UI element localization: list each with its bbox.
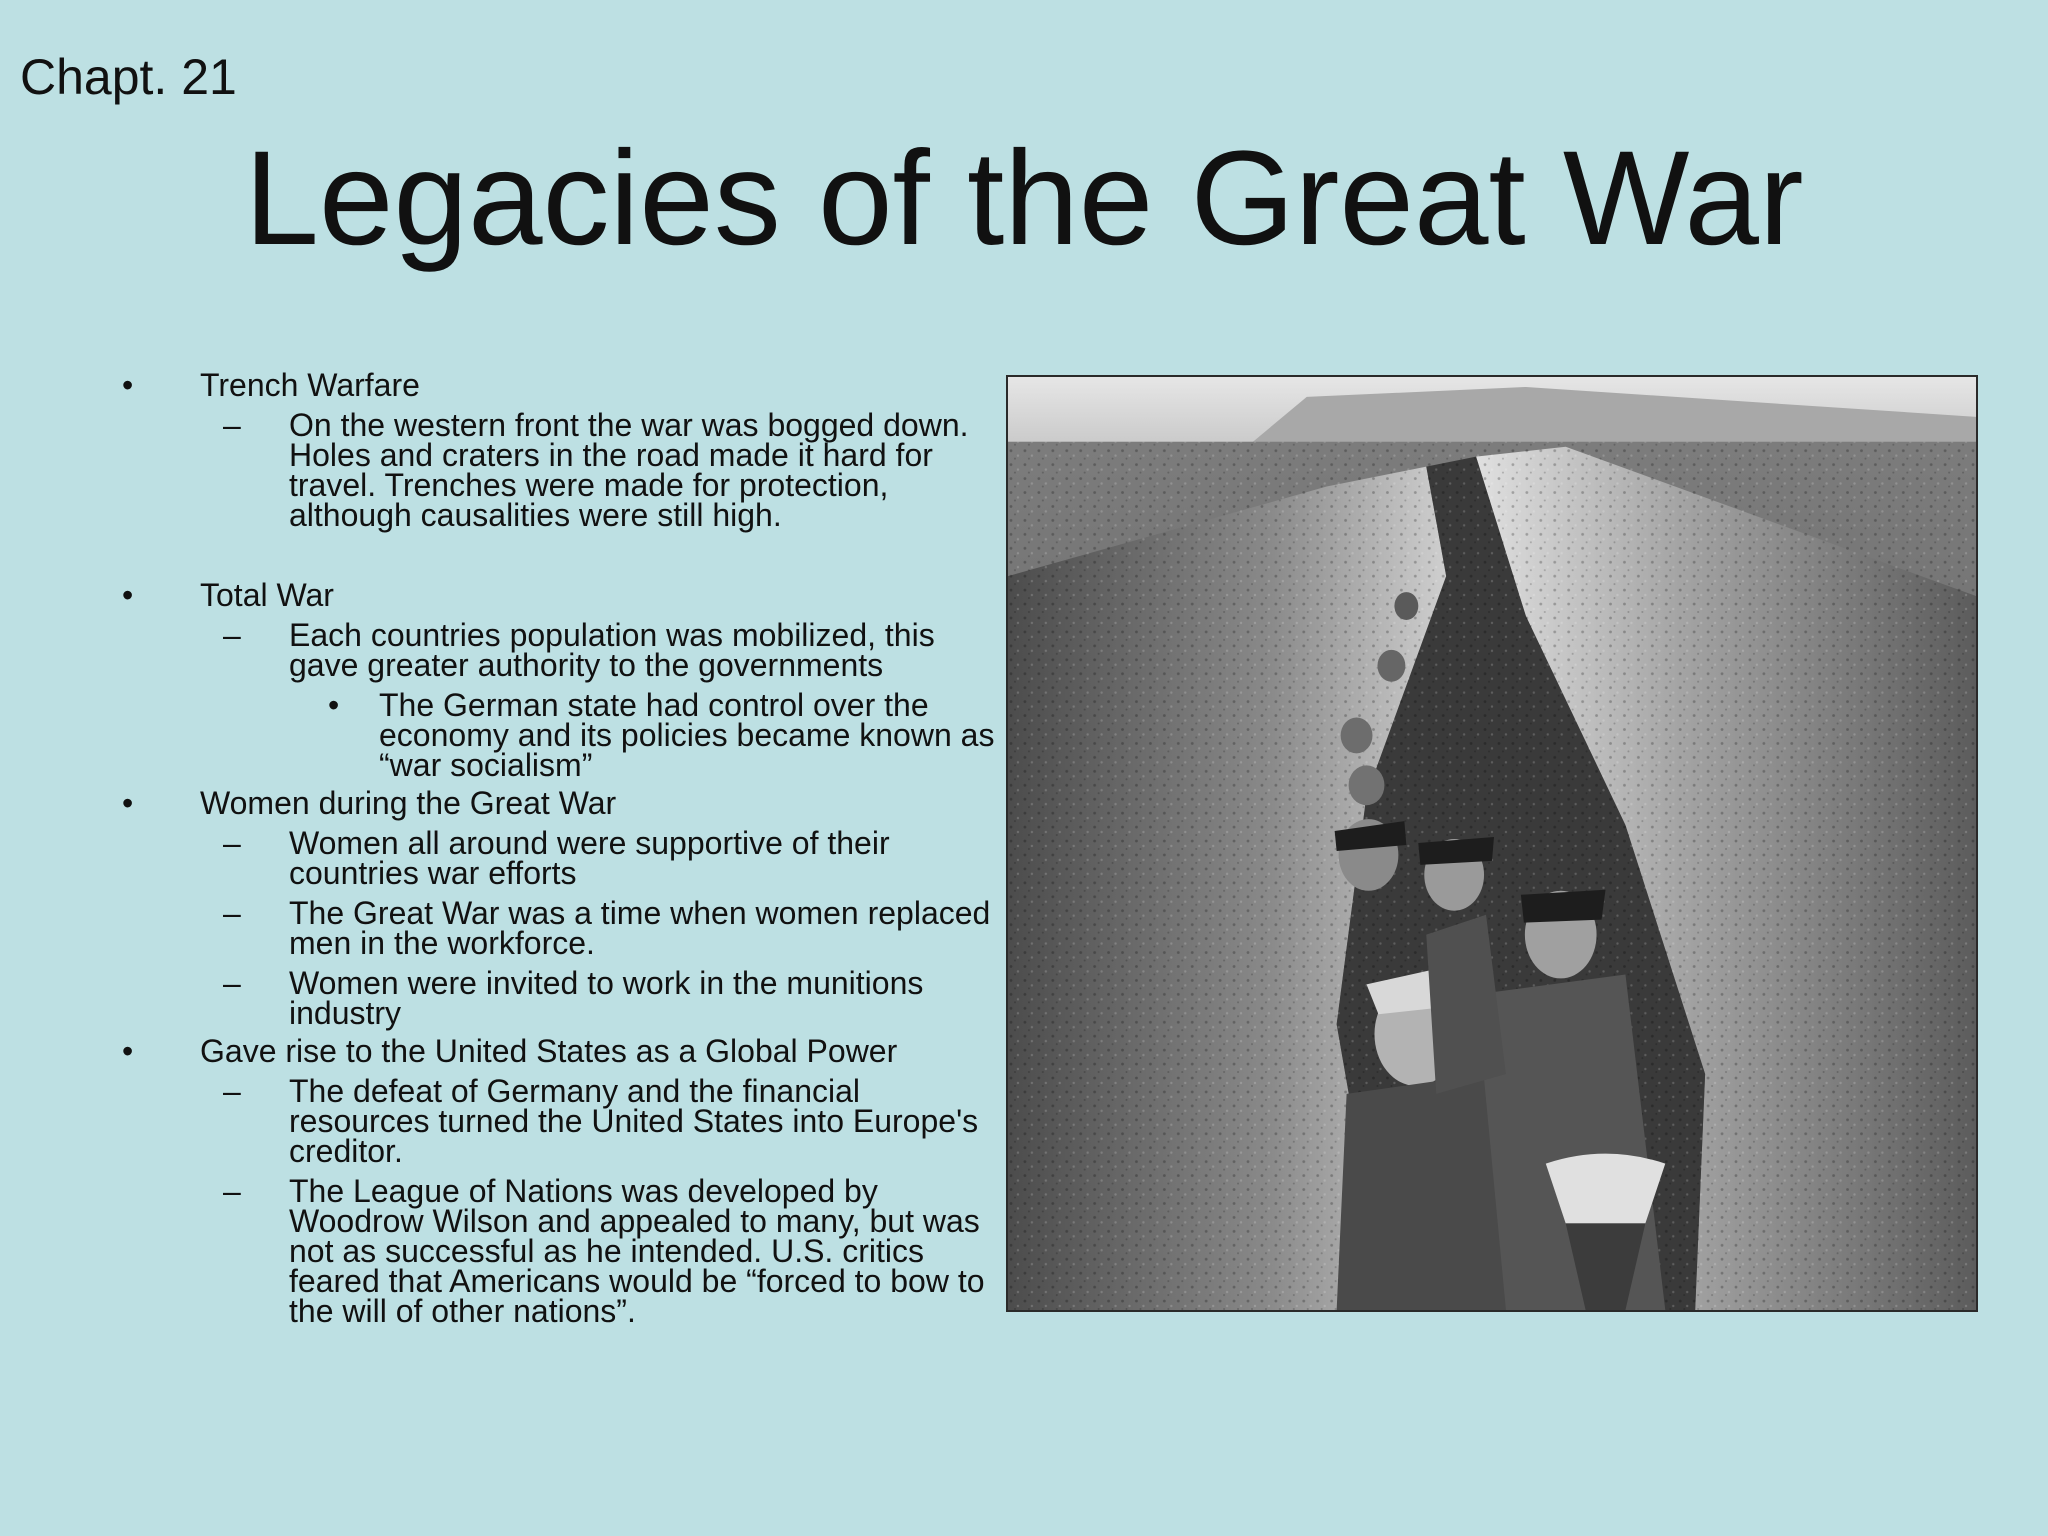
sub-sub-bullet-item — [0, 687, 999, 783]
sub-sub-bullet-text: The German state had control over the economy and its policies became known as “war socialism” — [379, 687, 995, 783]
sub-bullet-text: The League of Nations was developed by Woodrow Wilson and appealed to many, but was not as successful as he intended. U.S. critics feared that Americans would be “forced to bow to the will of other nations”. — [289, 1173, 985, 1329]
bullet-item — [0, 577, 1000, 613]
dash-marker: – — [223, 1073, 241, 1109]
sub-bullet-item — [0, 965, 1009, 1031]
bullet-item — [0, 367, 1000, 403]
dash-marker: – — [223, 895, 241, 931]
bullet-text: Women during the Great War — [200, 785, 617, 821]
bullet-marker: • — [328, 687, 340, 723]
dash-marker: – — [223, 617, 241, 653]
sub-bullet-text: The Great War was a time when women replaced men in the workforce. — [289, 895, 991, 961]
chapter-label: Chapt. 21 — [20, 49, 237, 105]
sub-bullet-item — [0, 825, 1009, 891]
bullet-list — [0, 367, 1000, 1329]
sub-bullet-text: Each countries population was mobilized, this gave greater authority to the governments — [289, 617, 935, 683]
sub-bullet-text: Women all around were supportive of their countries war efforts — [289, 825, 890, 891]
bullet-text: Trench Warfare — [200, 367, 420, 403]
slide-title: Legacies of the Great War — [244, 124, 1804, 273]
sub-bullet-text: Women were invited to work in the munitions industry — [289, 965, 924, 1031]
bullet-text: Total War — [200, 577, 334, 613]
dash-marker: – — [223, 825, 241, 861]
trench-photo — [1006, 375, 1978, 1312]
sub-bullet-text: On the western front the war was bogged down. Holes and craters in the road made it hard for travel. Trenches were made for protection, although causalities were still high. — [289, 407, 969, 533]
sub-bullet-item — [0, 617, 1009, 683]
dash-marker: – — [223, 407, 241, 443]
bullet-text: Gave rise to the United States as a Global Power — [200, 1033, 898, 1069]
sub-bullet-item — [0, 1073, 1009, 1169]
bullet-marker: • — [122, 1033, 134, 1069]
bullet-marker: • — [122, 577, 134, 613]
bullet-item — [0, 785, 1000, 821]
dash-marker: – — [223, 1173, 241, 1209]
sub-bullet-item — [0, 895, 1009, 961]
sub-bullet-text: The defeat of Germany and the financial resources turned the United States into Europe's creditor. — [289, 1073, 979, 1169]
sub-bullet-item — [0, 1173, 1009, 1329]
bullet-marker: • — [122, 785, 134, 821]
bullet-marker: • — [122, 367, 134, 403]
trench-photo-icon — [1008, 377, 1976, 1310]
dash-marker: – — [223, 965, 241, 1001]
sub-bullet-item — [0, 407, 1009, 533]
bullet-item — [0, 1033, 1000, 1069]
